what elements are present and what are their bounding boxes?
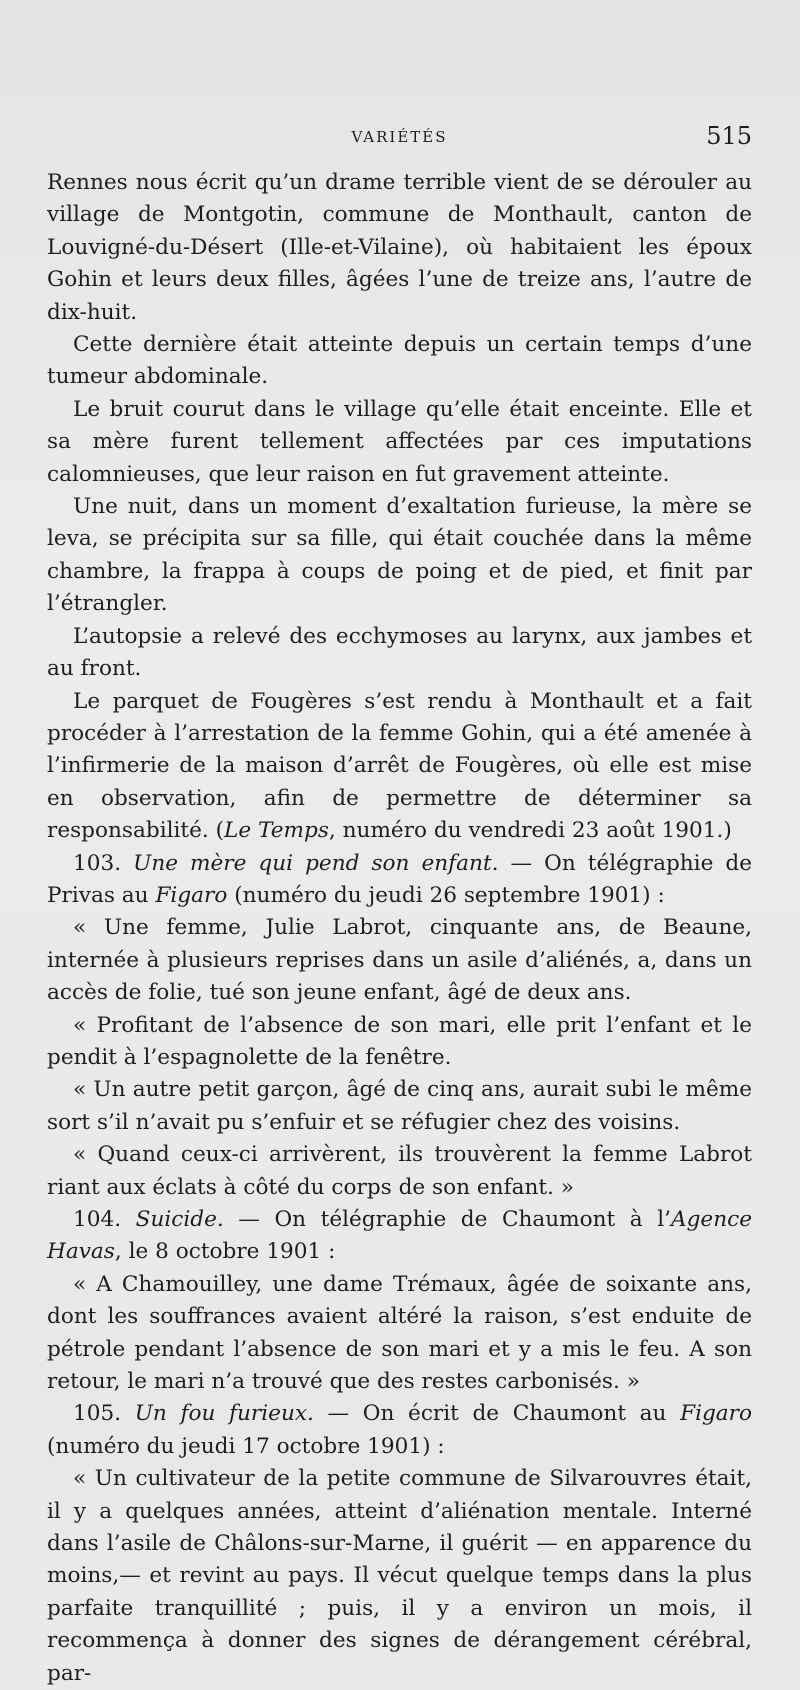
- paragraph-6-after: , numéro du vendredi 23 août 1901.): [328, 818, 732, 844]
- paragraph-10: « Un autre petit garçon, âgé de cinq ans, aurait subi le même sort s’il n’avait pu s’enfuir et se réfugier chez des voisins.: [47, 1077, 752, 1135]
- entry-103-title: Une mère qui pend son enfant.: [133, 850, 499, 876]
- page-number: 515: [706, 122, 752, 150]
- entry-105-heading: [47, 1398, 752, 1463]
- paragraph-5: L’autopsie a relevé des ecchymoses au larynx, aux jambes et au front.: [47, 623, 752, 682]
- paragraph-8: « Une femme, Julie Labrot, cinquante ans, de Beaune, internée à plusieurs reprises dans un asile d’aliénés, a, dans un accès de folie, tué son jeune enfant, âgé de deux ans.: [47, 915, 752, 1006]
- entry-105-title: Un fou furieux.: [134, 1401, 314, 1427]
- paragraph-6-text: Le parquet de Fougères s’est rendu à Monthault et a fait procéder à l’arrestation de la femme Gohin, qui a été amenée à l’infirmerie de la maison d’arrêt de Fougères, où elle est mise en observation, afin de permettre de déterminer sa responsabilité. (: [47, 688, 752, 844]
- entry-105-source: Figaro: [680, 1401, 753, 1427]
- entry-105-text: — On écrit de Chaumont au: [313, 1401, 681, 1427]
- entry-104-heading: [47, 1204, 752, 1269]
- entry-103-source: Figaro: [155, 882, 228, 908]
- entry-103-text: — On télégraphie de Privas au: [47, 850, 752, 908]
- paragraph-15: « Un cultivateur de la petite commune de Silvarouvres était, il y a quelques années, atteint d’aliénation mentale. Interné dans l’asile de Châlons-sur-Marne, il guérit — en apparence du moins,— et revint au pays. Il vécut quelque temps dans la plus parfaite tranquillité ; puis, il y a environ un mois, il recommença à donner des signes de dérangement cérébral, par-: [47, 1466, 752, 1686]
- entry-104-number: 104.: [73, 1207, 136, 1232]
- entry-103-number: 103.: [73, 850, 134, 876]
- paragraph-13: « A Chamouilley, une dame Trémaux, âgée de soixante ans, dont les souffrances avaient altéré la raison, s’est enduite de pétrole pendant l’absence de son mari et y a mis le feu. A son retour, le mari n’a trouvé que des restes carbonisés. »: [47, 1271, 752, 1395]
- entry-105-date: (numéro du jeudi 17 octobre 1901) :: [47, 1433, 445, 1459]
- paragraph-9: « Profitant de l’absence de son mari, elle prit l’enfant et le pendit à l’espagnolette de la fenêtre.: [47, 1012, 752, 1070]
- paragraph-2: Cette dernière était atteinte depuis un certain temps d’une tumeur abdominale.: [47, 332, 752, 390]
- entry-104-title: Suicide.: [135, 1207, 224, 1232]
- page-header: [47, 122, 752, 158]
- entry-104-date: , le 8 octobre 1901 :: [114, 1239, 336, 1265]
- paragraph-1: Rennes nous écrit qu’un drame terrible vient de se dérouler au village de Montgotin, commune de Monthault, canton de Louvigné-du-Désert (Ille-et-Vilaine), où habitaient les époux Gohin et leurs deux filles, âgées l’une de treize ans, l’autre de dix-huit.: [47, 170, 752, 325]
- paragraph-3: Le bruit courut dans le village qu’elle était enceinte. Elle et sa mère furent tellement affectées par ces imputations calomnieuses, que leur raison en fut gravement atteinte.: [47, 396, 752, 487]
- entry-105-number: 105.: [73, 1401, 135, 1427]
- paragraph-6: [47, 686, 752, 848]
- page-body: [47, 167, 752, 1690]
- entry-103-heading: [47, 848, 752, 913]
- paragraph-6-source: Le Temps: [224, 818, 329, 844]
- running-head: VARIÉTÉS: [351, 128, 448, 146]
- entry-104-text: — On télégraphie de Chaumont à l’: [223, 1207, 672, 1232]
- paragraph-4: Une nuit, dans un moment d’exaltation furieuse, la mère se leva, se précipita sur sa fille, qui était couchée dans la même chambre, la frappa à coups de poing et de pied, et finit par l’étrangler.: [47, 494, 752, 617]
- entry-103-date: (numéro du jeudi 26 septembre 1901) :: [227, 882, 665, 908]
- entry-104-source: Agence Havas: [47, 1207, 752, 1265]
- paragraph-11: « Quand ceux-ci arrivèrent, ils trouvèrent la femme Labrot riant aux éclats à côté du corps de son enfant. »: [47, 1142, 752, 1200]
